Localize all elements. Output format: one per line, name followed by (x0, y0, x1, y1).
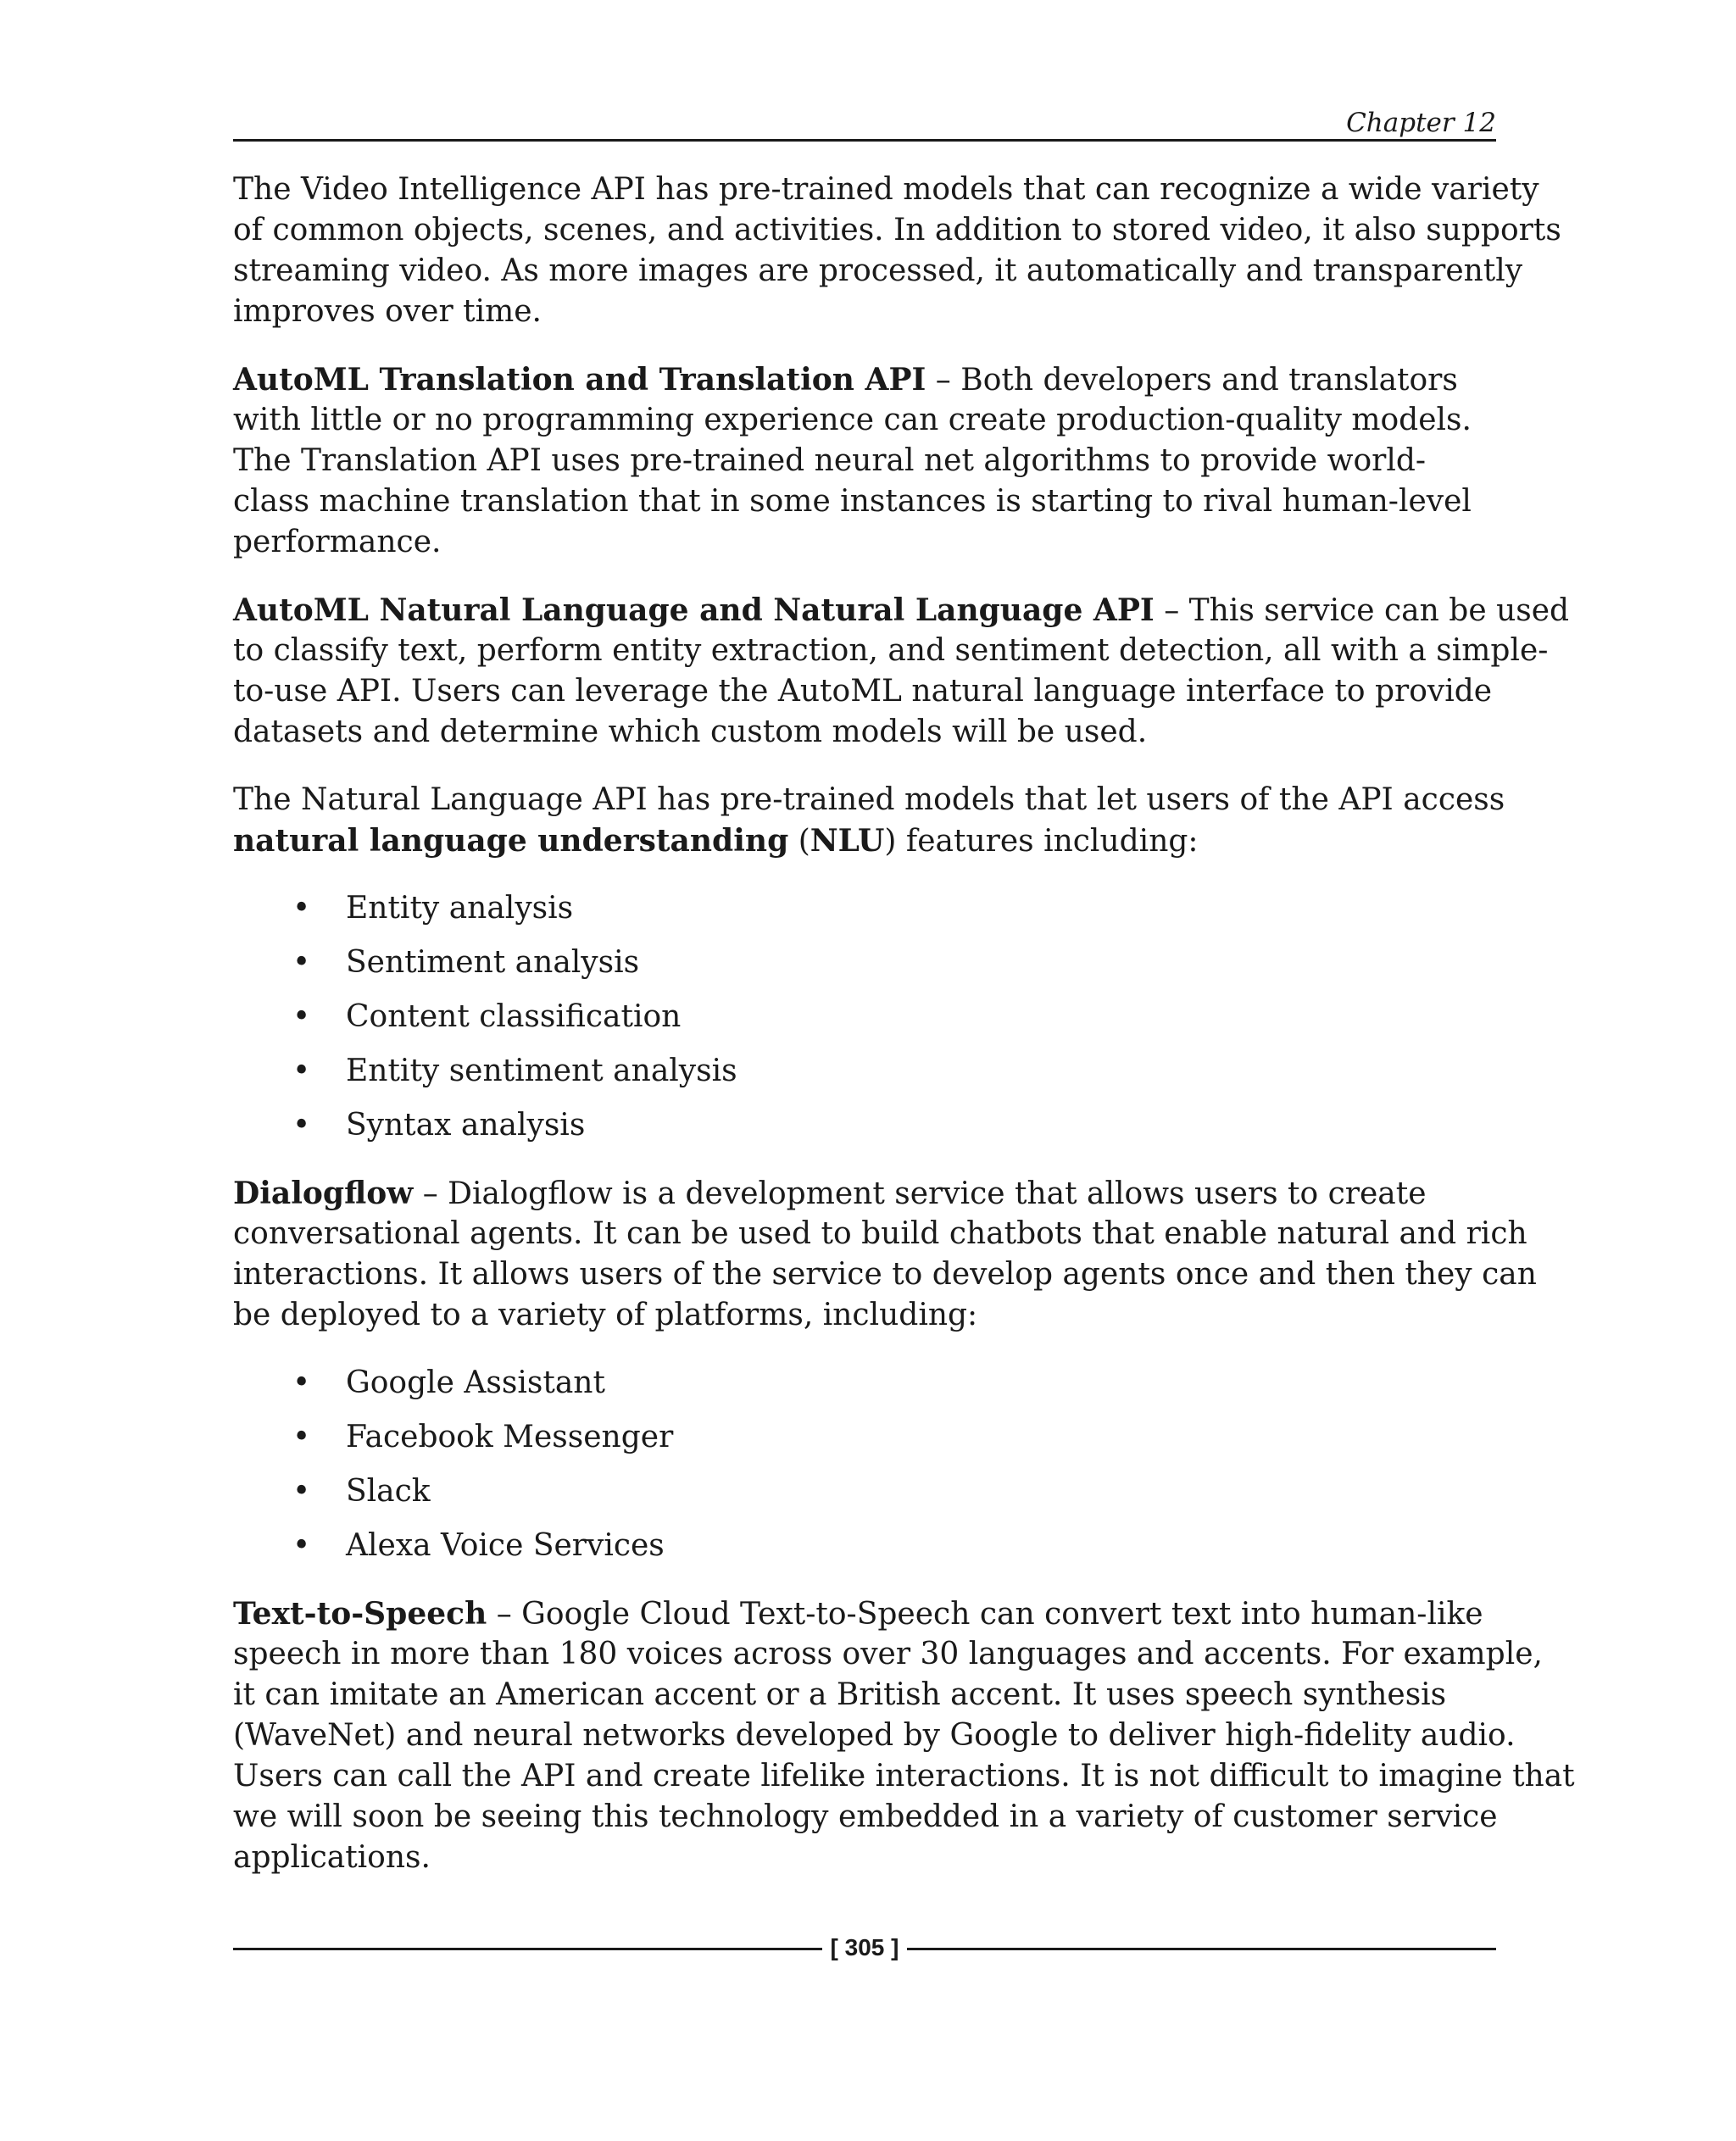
text-run: – Dialogflow is a development service that allows users to create (413, 1176, 1427, 1211)
text-line: streaming video. As more images are processed, it automatically and transparently (233, 253, 1523, 288)
text-line: The Natural Language API has pre-trained models that let users of the API access (233, 782, 1505, 817)
list-item-text: Alexa Voice Services (346, 1528, 665, 1563)
list-item-text: Entity sentiment analysis (346, 1054, 737, 1088)
text-line: improves over time. (233, 294, 542, 329)
text-run: – This service can be used (1154, 593, 1570, 628)
term-text-to-speech: Text-to-Speech (233, 1596, 487, 1632)
bullet-icon: • (292, 891, 311, 926)
nlu-features-list (233, 888, 1505, 1146)
bullet-icon: • (292, 1420, 311, 1454)
text-line: be deployed to a variety of platforms, including: (233, 1298, 978, 1332)
term-nlu: natural language understanding (233, 823, 789, 859)
text-line: interactions. It allows users of the service to develop agents once and then they can (233, 1257, 1537, 1292)
term-automl-natural-language: AutoML Natural Language and Natural Language API (233, 592, 1155, 628)
text-line: we will soon be seeing this technology embedded in a variety of customer service (233, 1799, 1498, 1834)
list-item-text: Content classification (346, 999, 682, 1034)
text-line: performance. (233, 525, 442, 559)
list-item-text: Facebook Messenger (346, 1420, 674, 1454)
text-line: conversational agents. It can be used to build chatbots that enable natural and rich (233, 1216, 1527, 1251)
bullet-icon: • (292, 1474, 311, 1509)
page-number: [ 305 ] (830, 1934, 899, 1960)
text-line: it can imitate an American accent or a British accent. It uses speech synthesis (233, 1677, 1447, 1712)
list-item-text: Syntax analysis (346, 1108, 586, 1143)
list-item-text: Entity analysis (346, 891, 574, 926)
text-line (233, 359, 1505, 400)
paragraph-text-to-speech (233, 1593, 1575, 1878)
text-run: – Both developers and translators (926, 363, 1458, 398)
text-line: of common objects, scenes, and activities. In addition to stored video, it also supports (233, 213, 1561, 247)
text-line: to-use API. Users can leverage the AutoML natural language interface to provide (233, 674, 1493, 709)
running-head: Chapter 12 (1346, 108, 1496, 138)
text-line: The Video Intelligence API has pre-trained models that can recognize a wide variety (233, 172, 1539, 207)
bullet-icon: • (292, 1365, 311, 1400)
header-rule (233, 139, 1496, 142)
paragraph-dialogflow (233, 1173, 1537, 1336)
platforms-list (233, 1363, 1505, 1566)
text-line: class machine translation that in some instances is starting to rival human-level (233, 484, 1472, 519)
list-item-text: Sentiment analysis (346, 945, 640, 980)
list-item (233, 1105, 1505, 1146)
text-line: datasets and determine which custom models will be used. (233, 715, 1148, 749)
text-line: The Translation API uses pre-trained neural net algorithms to provide world- (233, 443, 1427, 478)
list-item (233, 1051, 1505, 1092)
text-line: Users can call the API and create lifelike interactions. It is not difficult to imagine that (233, 1759, 1575, 1793)
list-item-text: Google Assistant (346, 1365, 605, 1400)
footer-rule-right (907, 1948, 1496, 1950)
term-nlu-abbr: NLU (810, 823, 885, 859)
page-body (233, 170, 1575, 1905)
list-item (233, 1471, 1505, 1512)
list-item (233, 1526, 1505, 1566)
bullet-icon: • (292, 945, 311, 980)
text-line: to classify text, perform entity extraction, and sentiment detection, all with a simple- (233, 633, 1549, 668)
text-line (233, 590, 1570, 631)
text-line (233, 1173, 1505, 1214)
bullet-icon: • (292, 999, 311, 1034)
paragraph-automl-translation (233, 359, 1505, 563)
term-automl-translation: AutoML Translation and Translation API (233, 362, 926, 398)
text-line (233, 820, 1505, 861)
text-line: applications. (233, 1840, 431, 1875)
text-run: ( (788, 824, 810, 859)
list-item (233, 997, 1505, 1037)
paragraph-video-intelligence (233, 170, 1561, 332)
text-line (233, 1593, 1505, 1634)
paragraph-natural-language-api (233, 780, 1505, 861)
text-line: with little or no programming experience can create production-quality models. (233, 403, 1472, 437)
bullet-icon: • (292, 1108, 311, 1143)
term-dialogflow: Dialogflow (233, 1176, 414, 1211)
text-line: (WaveNet) and neural networks developed by Google to deliver high-fidelity audio. (233, 1718, 1516, 1753)
page-footer (233, 1931, 1496, 1965)
list-item (233, 943, 1505, 983)
text-run: – Google Cloud Text-to-Speech can convert text into human-like (487, 1597, 1483, 1632)
list-item-text: Slack (346, 1474, 431, 1509)
list-item (233, 1417, 1505, 1458)
list-item (233, 1363, 1505, 1404)
list-item (233, 888, 1505, 929)
paragraph-automl-natural-language (233, 590, 1570, 753)
bullet-icon: • (292, 1528, 311, 1563)
text-run: ) features including: (884, 824, 1199, 859)
bullet-icon: • (292, 1054, 311, 1088)
text-line: speech in more than 180 voices across over 30 languages and accents. For example, (233, 1637, 1543, 1671)
